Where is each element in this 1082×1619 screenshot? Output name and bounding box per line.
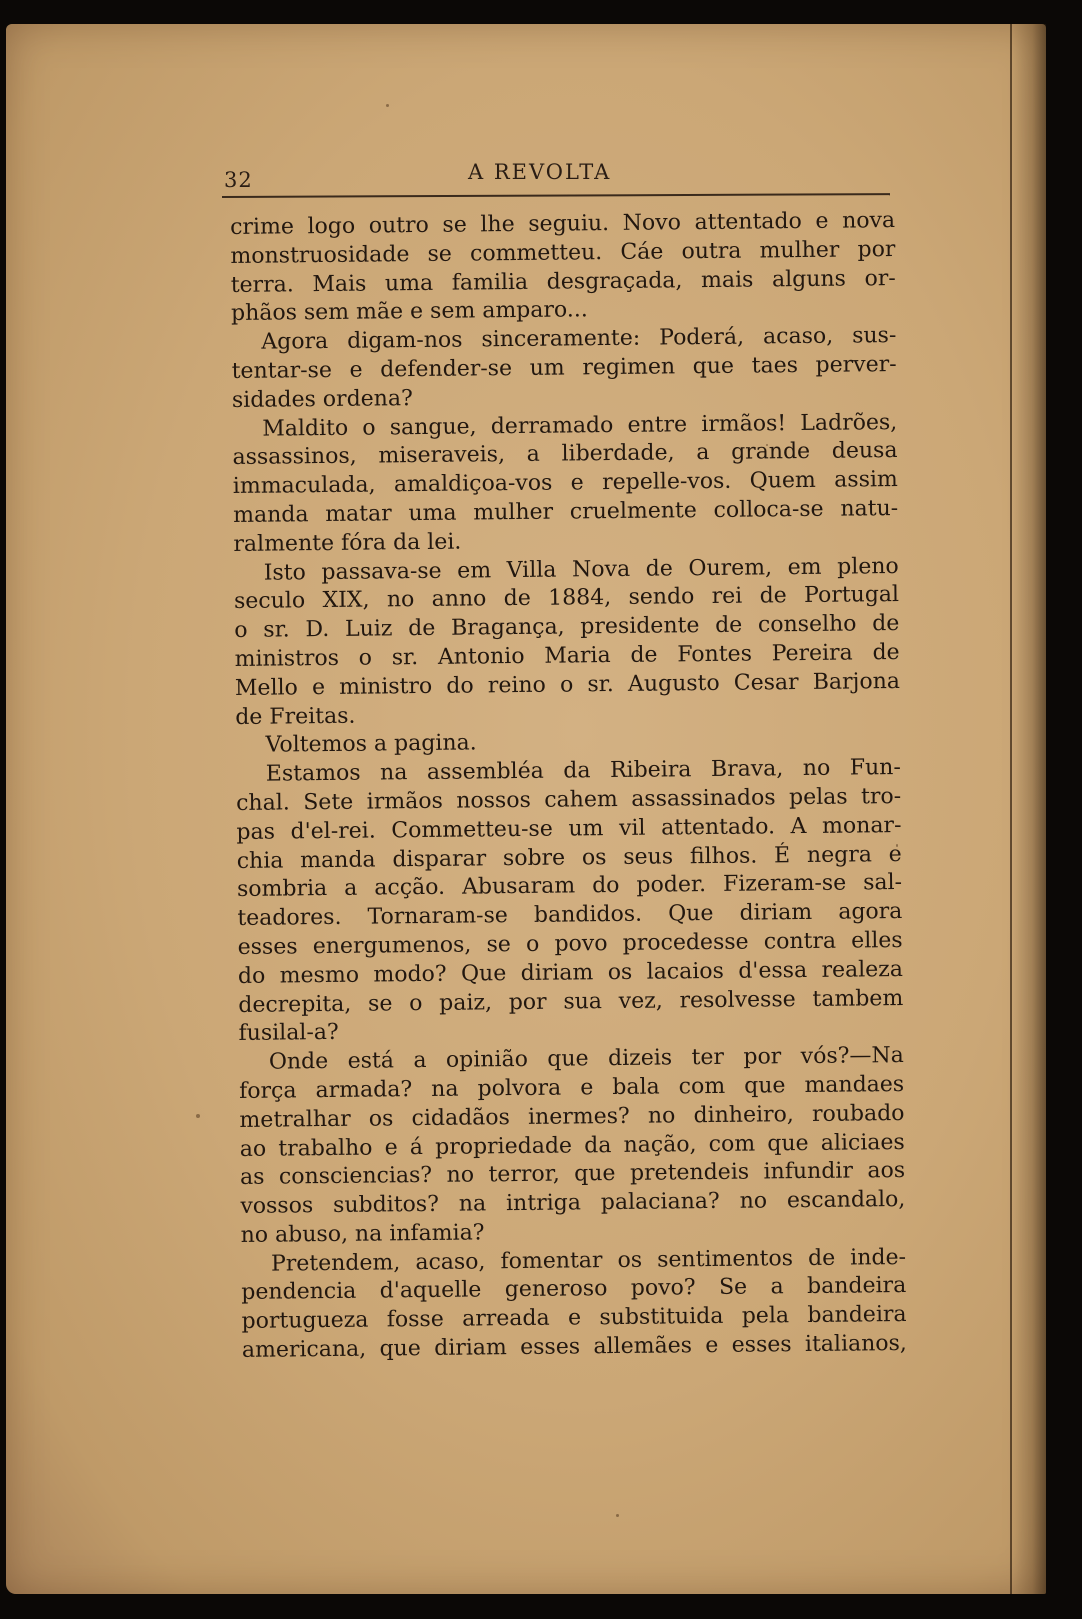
text-line: Mello e ministro do reino o sr. Augusto Cesar Barjona bbox=[234, 668, 901, 701]
text-line: de Freitas. bbox=[235, 703, 356, 730]
text-line: Agora digam-nos sinceramente: Poderá, acaso, sus- bbox=[261, 323, 897, 355]
text-line: portugueza fosse arreada e substituida pela bandeira bbox=[241, 1302, 907, 1335]
text-line: ministros o sr. Antonio Maria de Fontes Pereira de bbox=[234, 639, 900, 672]
text-line: no abuso, na infamia? bbox=[240, 1220, 485, 1248]
text-line: seculo XIX, no anno de 1884, sendo rei de Portugal bbox=[233, 582, 900, 615]
paper-speck bbox=[386, 104, 389, 107]
text-line: as consciencias? no terror, que pretendeis infundir aos bbox=[239, 1158, 906, 1191]
text-line: esses energumenos, se o povo procedesse contra elles bbox=[237, 927, 903, 960]
page-header bbox=[224, 160, 892, 194]
text-line: manda matar uma mulher cruelmente colloca-se natu- bbox=[233, 495, 899, 528]
page-edge-shadow bbox=[1010, 24, 1046, 1594]
text-line: chia manda disparar sobre os seus filhos. É negra e bbox=[236, 841, 902, 874]
text-line: força armada? na polvora e bala com que mandaes bbox=[239, 1071, 905, 1104]
text-line: crime logo outro se lhe seguiu. Novo attentado e nova bbox=[230, 208, 896, 240]
text-line: americana, que diriam esses allemães e esses italianos, bbox=[241, 1331, 907, 1364]
text-line: immaculada, amaldiçoa-vos e repelle-vos. Quem assim bbox=[232, 467, 898, 500]
text-line: teadores. Tornaram-se bandidos. Que diriam agora bbox=[237, 899, 903, 932]
body-text bbox=[230, 207, 907, 1366]
paper-speck bbox=[196, 1114, 200, 1118]
paper-speck bbox=[616, 1514, 619, 1517]
text-line: assassinos, miseraveis, a liberdade, a grande deusa bbox=[232, 438, 898, 471]
text-line: monstruosidade se commetteu. Cáe outra mulher por bbox=[230, 236, 896, 269]
text-line: sombria a acção. Abusaram do poder. Fizeram-se sal- bbox=[236, 870, 903, 903]
text-line: o sr. D. Luiz de Bragança, presidente de conselho de bbox=[234, 611, 900, 644]
text-line: Isto passava-se em Villa Nova de Ourem, em pleno bbox=[263, 553, 899, 586]
text-line: Voltemos a pagina. bbox=[265, 730, 477, 758]
text-line: sidades ordena? bbox=[231, 385, 413, 413]
text-line: ralmente fóra da lei. bbox=[233, 529, 462, 557]
text-line: terra. Mais uma familia desgraçada, mais alguns or- bbox=[230, 265, 896, 298]
page-number: 32 bbox=[224, 168, 253, 192]
text-line: decrepita, se o paiz, por sua vez, resolvesse tambem bbox=[238, 985, 904, 1018]
text-line: metralhar os cidadãos inermes? no dinheiro, roubado bbox=[239, 1100, 905, 1133]
text-line: Onde está a opinião que dizeis ter por vós?—Na bbox=[268, 1043, 904, 1075]
text-line: tentar-se e defender-se um regimen que taes perver- bbox=[231, 352, 897, 384]
text-line: do mesmo modo? Que diriam os lacaios d'essa realeza bbox=[237, 956, 904, 989]
text-line: ao trabalho e á propriedade da nação, com que aliciaes bbox=[239, 1129, 905, 1162]
text-line: pas d'el-rei. Commetteu-se um vil attentado. A monar- bbox=[236, 812, 902, 845]
text-line: phãos sem mãe e sem amparo... bbox=[230, 297, 588, 327]
text-line: pendencia d'aquelle generoso povo? Se a bandeira bbox=[241, 1273, 907, 1306]
text-line: chal. Sete irmãos nossos cahem assassinados pelas tro- bbox=[236, 783, 902, 816]
text-line: Maldito o sangue, derramado entre irmãos! Ladrões, bbox=[262, 409, 898, 442]
text-line: Estamos na assembléa da Ribeira Brava, no Fun- bbox=[265, 755, 901, 787]
text-line: fusilal-a? bbox=[238, 1020, 339, 1047]
text-line: vossos subditos? na intriga palaciana? no escandalo, bbox=[240, 1187, 906, 1220]
running-title: A REVOLTA bbox=[468, 160, 612, 184]
text-line: Pretendem, acaso, fomentar os sentimentos de inde- bbox=[270, 1244, 907, 1277]
